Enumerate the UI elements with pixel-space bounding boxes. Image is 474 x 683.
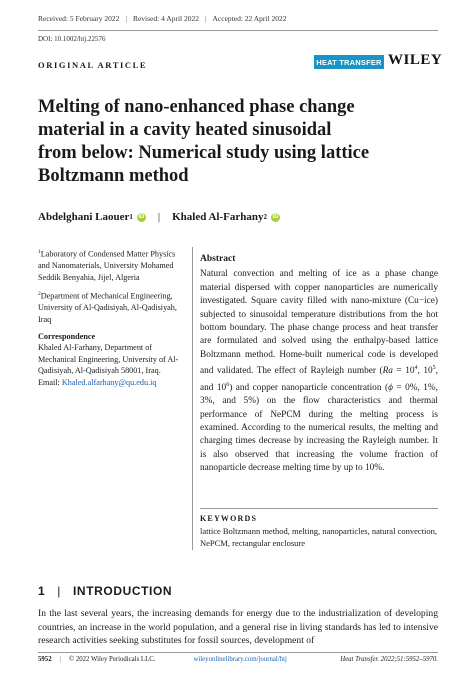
title-line: Melting of nano-enhanced phase change xyxy=(38,97,355,117)
journal-url[interactable]: wileyonlinelibrary.com/journal/htj xyxy=(193,656,287,663)
title-line: material in a cavity heated sinusoidal xyxy=(38,120,332,140)
article-type: ORIGINAL ARTICLE xyxy=(38,60,148,70)
copyright: © 2022 Wiley Periodicals LLC. xyxy=(68,656,156,663)
affiliation xyxy=(38,289,188,325)
journal-badge: HEAT TRANSFER xyxy=(314,55,384,69)
email-link[interactable]: Khaled.alfarhany@qu.edu.iq xyxy=(61,377,157,387)
revised-date: Revised: 4 April 2022 xyxy=(132,14,199,23)
author-affil-sup: 2 xyxy=(263,213,267,221)
author-name: Abdelghani Laouer xyxy=(38,211,130,223)
affiliation-text: Department of Mechanical Engineering, University of Al-Qadisiyah, Al-Qadisiyah, Iraq xyxy=(38,291,177,324)
affiliation-sup: 1 xyxy=(38,249,41,255)
page-number: 5952 xyxy=(38,656,52,663)
affiliations-column xyxy=(38,247,188,388)
footer-separator: | xyxy=(59,656,61,663)
date-separator: | xyxy=(125,14,127,23)
correspondence-heading: Correspondence xyxy=(38,331,96,341)
submission-dates xyxy=(38,14,286,23)
keywords-text: lattice Boltzmann method, melting, nanoparticles, natural convection, NePCM, rectangular enclosure xyxy=(200,526,437,548)
title-line: Boltzmann method xyxy=(38,166,189,186)
email-label: Email: xyxy=(38,377,60,387)
abstract-text: Natural convection and melting of ice as a phase change material dispersed with copper nanoparticles are numerically investigated. Square cavity filled with nano-mixture (Cu−ice) subjected to sinusoidal temperature distributions from the hot bottom boundary. The phase change process and heat transfer are formulated and solved using the enthalpy-based lattice Boltzmann method. Home-built numerical code is developed and validated. The effect of Rayleigh number ($Ra = 10^4$, $10^5$, and $10^6$) and copper nanoparticle concentration (ϕ = 0%, 1%, 3%, and 5%) on the flow characteristics and thermal performance of NePCM during the melting process is examined. According to the numerical results, the melting and charging times decrease by increasing the Rayleigh number. It is also observed that increasing the volume fraction of nanoparticle decrease melting time by up to 10%. xyxy=(200,269,438,474)
author-separator: | xyxy=(157,211,161,223)
section-separator: | xyxy=(57,584,61,598)
citation: Heat Transfer. 2022;51:5952–5970. xyxy=(340,656,438,663)
section-title: INTRODUCTION xyxy=(73,584,173,598)
author-name: Khaled Al-Farhany xyxy=(172,211,264,223)
page-footer xyxy=(38,656,438,663)
abstract-heading: Abstract xyxy=(200,254,236,264)
accepted-date: Accepted: 22 April 2022 xyxy=(212,14,287,23)
publisher-logo: WILEY xyxy=(388,52,443,68)
title-line: from below: Numerical study using lattice xyxy=(38,143,370,163)
affiliation-text: Laboratory of Condensed Matter Physics and Nanomaterials, University Mohamed Seddik Benyahia, Jijel, Algeria xyxy=(38,249,176,282)
correspondence-text: Khaled Al-Farhany, Department of Mechanical Engineering, University of Al-Qadisiyah, Al-Qadisiyah 58001, Iraq. xyxy=(38,343,179,376)
footer-rule xyxy=(38,652,438,653)
affiliation-sup: 2 xyxy=(38,290,41,297)
body-paragraph: In the last several years, the increasing demands for energy due to the industrialization of developing countries, an increase in the world population, and a general rise in living standards has led to intensive research activities seeking substitutes for fossil sources, development of xyxy=(38,608,438,646)
doi[interactable]: DOI: 10.1002/htj.22576 xyxy=(38,35,106,43)
header-rule xyxy=(38,30,438,31)
abstract-block xyxy=(200,253,438,476)
keywords-rule xyxy=(200,508,438,509)
orcid-icon[interactable]: iD xyxy=(138,213,145,220)
paper-title xyxy=(38,96,438,188)
section-number: 1 xyxy=(38,584,46,598)
keywords-heading: KEYWORDS xyxy=(200,514,258,523)
column-divider xyxy=(192,247,193,550)
orcid-icon[interactable]: iD xyxy=(272,213,279,220)
author-list xyxy=(38,211,280,223)
author-affil-sup: 1 xyxy=(129,213,133,221)
section-heading xyxy=(38,584,172,598)
received-date: Received: 5 February 2022 xyxy=(38,14,120,23)
date-separator: | xyxy=(205,14,207,23)
correspondence-email-line xyxy=(38,377,188,388)
affiliation xyxy=(38,247,188,283)
